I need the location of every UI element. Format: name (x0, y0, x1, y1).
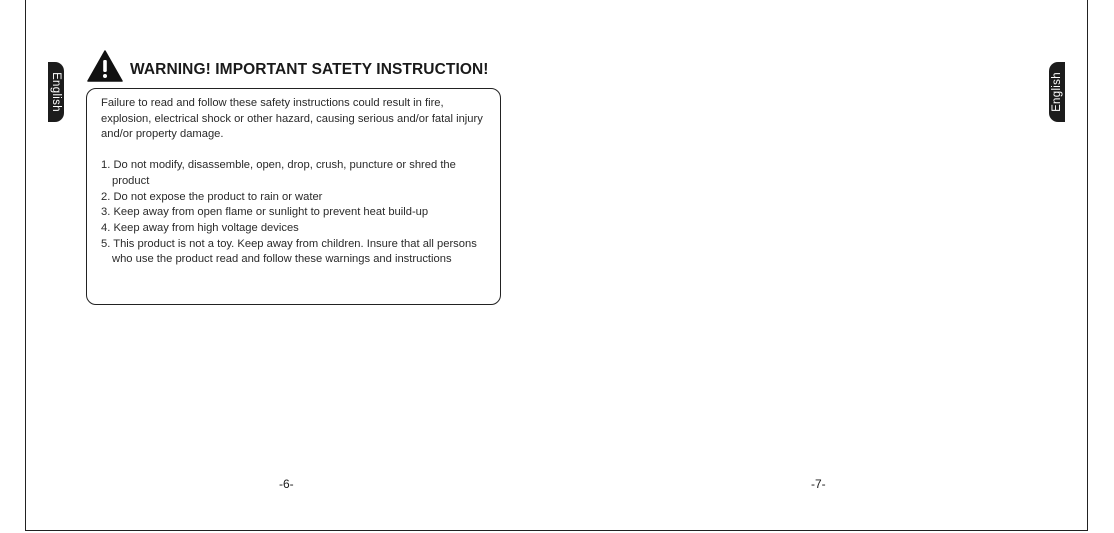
language-tab-right (1049, 62, 1065, 122)
warning-triangle-icon (87, 50, 123, 82)
instruction-item: 1. Do not modify, disassemble, open, drop, crush, puncture or shred the product (101, 159, 456, 187)
instruction-item: 3. Keep away from open flame or sunlight to prevent heat build-up (101, 206, 429, 219)
warning-heading (87, 50, 489, 82)
language-tab-label: English (50, 72, 62, 112)
page-number-left: -6- (279, 477, 294, 491)
instruction-list (101, 158, 494, 268)
instruction-item: 4. Keep away from high voltage devices (101, 221, 299, 234)
warning-box (86, 88, 501, 305)
instruction-item: 5. This product is not a toy. Keep away from children. Insure that all persons who use the product read and follow these warnings and instructions (101, 237, 477, 266)
warning-title: WARNING! IMPORTANT SATETY INSTRUCTION! (130, 61, 489, 78)
instruction-item: 2. Do not expose the product to rain or water (101, 190, 323, 203)
language-tab-label: English (1051, 72, 1063, 112)
warning-intro: Failure to read and follow these safety instructions could result in fire, explosion, electrical shock or other hazard, causing serious and/or fatal injury and/or property damage. (101, 97, 483, 141)
page-number-right: -7- (811, 477, 826, 491)
language-tab-left (48, 62, 64, 122)
